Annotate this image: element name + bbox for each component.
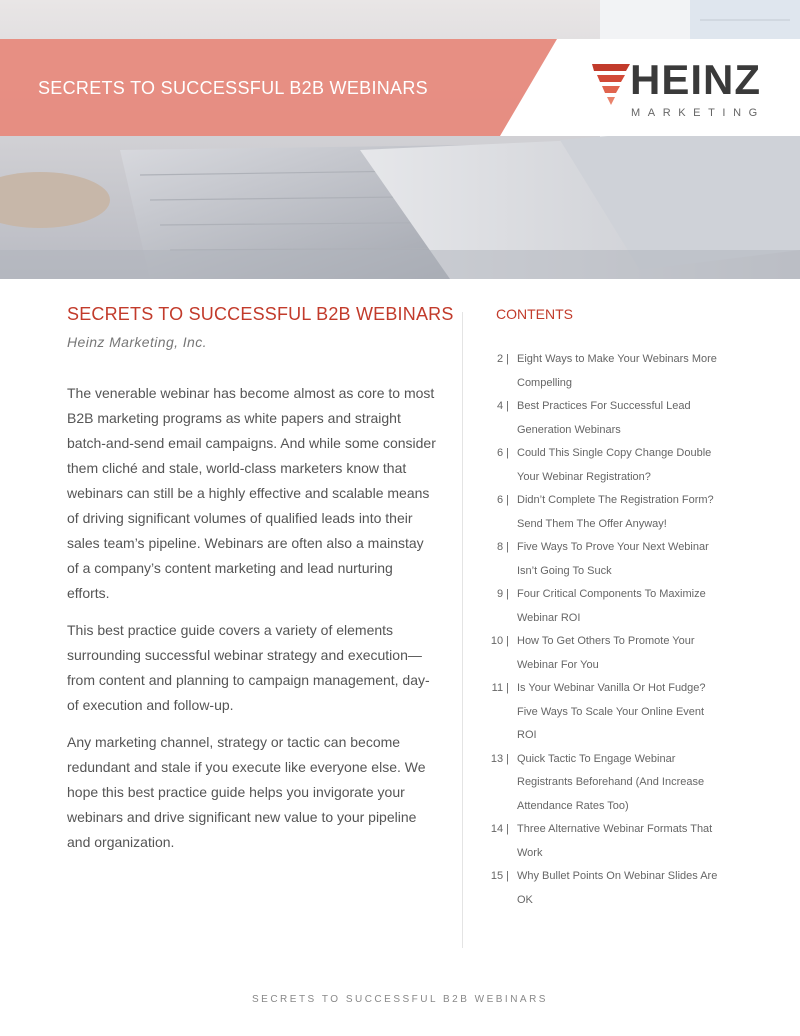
toc-entry-title: Didn’t Complete The Registration Form? Send Them The Offer Anyway! xyxy=(517,494,714,530)
document-author: Heinz Marketing, Inc. xyxy=(67,334,207,350)
toc-entry-title: Three Alternative Webinar Formats That Work xyxy=(517,823,713,859)
toc-item[interactable] xyxy=(480,748,740,819)
toc-entry-title: Best Practices For Successful Lead Generation Webinars xyxy=(517,400,691,436)
toc-item[interactable] xyxy=(480,865,740,912)
toc-entry-title: Five Ways To Prove Your Next Webinar Isn’t Going To Suck xyxy=(517,541,709,577)
toc-page-number: 14 | xyxy=(490,823,509,835)
toc-item[interactable] xyxy=(480,395,740,442)
logo-tagline: MARKETING xyxy=(631,107,765,119)
hero-photo-area xyxy=(0,0,800,279)
toc-page-number: 15 | xyxy=(490,870,509,882)
toc-page-number: 6 | xyxy=(496,494,509,506)
toc-page-number: 6 | xyxy=(496,447,509,459)
toc-entry-title: Eight Ways to Make Your Webinars More Compelling xyxy=(517,353,717,389)
banner-title: SECRETS TO SUCCESSFUL B2B WEBINARS xyxy=(38,78,428,98)
toc-page-number: 11 | xyxy=(491,682,509,694)
toc-entry-title: Is Your Webinar Vanilla Or Hot Fudge? Five Ways To Scale Your Online Event ROI xyxy=(517,682,706,741)
toc-entry-title: Quick Tactic To Engage Webinar Registrants Beforehand (And Increase Attendance Rates Too) xyxy=(517,752,705,812)
toc-item[interactable] xyxy=(480,489,740,536)
toc-page-number: 9 | xyxy=(496,588,509,600)
toc-entry-title: Four Critical Components To Maximize Webinar ROI xyxy=(517,588,706,624)
intro-paragraph: Any marketing channel, strategy or tactic can become redundant and stale if you execute like everyone else. We hope this best practice guide helps you invigorate your webinars and drive significant new value to your pipeline and organization. xyxy=(67,734,426,850)
toc-item[interactable] xyxy=(480,348,740,395)
toc-page-number: 8 | xyxy=(496,541,509,553)
toc-entry-title: How To Get Others To Promote Your Webinar For You xyxy=(517,635,695,671)
toc-page-number: 10 | xyxy=(490,635,509,647)
column-divider xyxy=(462,312,463,948)
toc-item[interactable] xyxy=(480,818,740,865)
table-of-contents xyxy=(480,348,740,912)
toc-item[interactable] xyxy=(480,630,740,677)
toc-page-number: 13 | xyxy=(490,752,509,765)
toc-item[interactable] xyxy=(480,677,740,748)
toc-item[interactable] xyxy=(480,536,740,583)
toc-page-number: 2 | xyxy=(496,353,509,365)
logo-wordmark: HEINZ xyxy=(630,56,761,103)
toc-item[interactable] xyxy=(480,442,740,489)
contents-heading: CONTENTS xyxy=(496,306,573,322)
heinz-logo-icon xyxy=(592,62,630,106)
intro-paragraph: The venerable webinar has become almost as core to most B2B marketing programs as white papers and straight batch-and-send email campaigns. And while some consider them cliché and stale, world-class marketers know that webinars can still be a highly effective and scalable means of driving significant volumes of qualified leads into their sales team’s pipeline. Webinars are often also a mainstay of a company’s content marketing and lead nurturing efforts. xyxy=(67,385,436,601)
toc-entry-title: Why Bullet Points On Webinar Slides Are OK xyxy=(517,870,718,906)
page-footer: SECRETS TO SUCCESSFUL B2B WEBINARS xyxy=(252,994,548,1005)
toc-item[interactable] xyxy=(480,583,740,630)
toc-page-number: 4 | xyxy=(496,400,509,412)
document-title: SECRETS TO SUCCESSFUL B2B WEBINARS xyxy=(67,304,454,324)
intro-paragraph: This best practice guide covers a variety of elements surrounding successful webinar strategy and execution—from content and planning to campaign management, day-of execution and follow-up. xyxy=(67,622,430,713)
toc-entry-title: Could This Single Copy Change Double Your Webinar Registration? xyxy=(517,447,712,483)
intro-body xyxy=(67,381,439,867)
